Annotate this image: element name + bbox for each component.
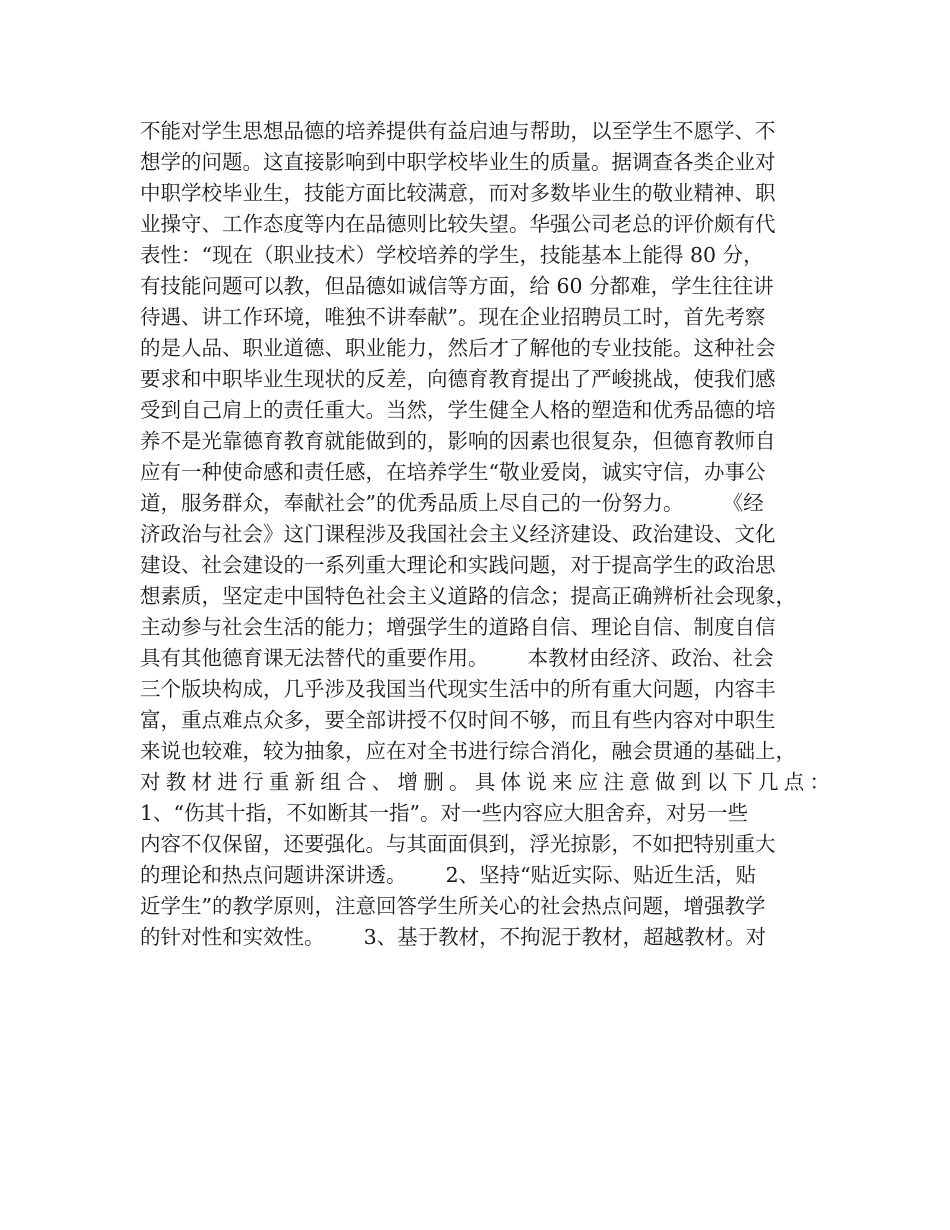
text-line: 业操守、工作态度等内在品德则比较失望。华强公司老总的评价颇有代	[140, 212, 776, 236]
text-line: 有技能问题可以教，但品德如诚信等方面，给 60 分都难，学生往往讲	[140, 274, 774, 298]
text-line: 受到自己肩上的责任重大。当然，学生健全人格的塑造和优秀品德的培	[140, 398, 776, 422]
text-line: 富，重点难点众多，要全部讲授不仅时间不够，而且有些内容对中职生	[140, 708, 776, 732]
text-line: 主动参与社会生活的能力；增强学生的道路自信、理论自信、制度自信	[140, 615, 776, 639]
text-line: 道，服务群众，奉献社会”的优秀品质上尽自己的一份努力。 《经	[140, 491, 764, 515]
text-line: 对教材进行重新组合、增删。具体说来应注意做到以下几点：	[140, 770, 830, 794]
text-line: 内容不仅保留，还要强化。与其面面俱到，浮光掠影，不如把特别重大	[140, 832, 776, 856]
text-line: 的针对性和实效性。 3、基于教材，不拘泥于教材，超越教材。对	[140, 925, 767, 949]
text-line: 建设、社会建设的一系列重大理论和实践问题，对于提高学生的政治思	[140, 553, 776, 577]
text-line: 想素质，坚定走中国特色社会主义道路的信念；提高正确辨析社会现象，	[140, 584, 796, 608]
text-line: 不能对学生思想品德的培养提供有益启迪与帮助，以至学生不愿学、不	[140, 119, 776, 143]
text-line: 具有其他德育课无法替代的重要作用。 本教材由经济、政治、社会	[140, 646, 774, 670]
body-text	[140, 116, 830, 953]
text-line: 要求和中职毕业生现状的反差，向德育教育提出了严峻挑战，使我们感	[140, 367, 776, 391]
text-line: 待遇、讲工作环境，唯独不讲奉献”。现在企业招聘员工时，首先考察	[140, 305, 766, 329]
text-line: 济政治与社会》这门课程涉及我国社会主义经济建设、政治建设、文化	[140, 522, 776, 546]
text-line: 近学生”的教学原则，注意回答学生所关心的社会热点问题，增强教学	[140, 894, 766, 918]
text-line: 的是人品、职业道德、职业能力，然后才了解他的专业技能。这种社会	[140, 336, 776, 360]
text-line: 来说也较难，较为抽象，应在对全书进行综合消化，融会贯通的基础上，	[140, 739, 796, 763]
text-line: 三个版块构成，几乎涉及我国当代现实生活中的所有重大问题，内容丰	[140, 677, 776, 701]
text-line: 1、“伤其十指，不如断其一指”。对一些内容应大胆舍弃，对另一些	[140, 801, 749, 825]
text-line: 中职学校毕业生，技能方面比较满意，而对多数毕业生的敬业精神、职	[140, 181, 776, 205]
text-line: 养不是光靠德育教育就能做到的，影响的因素也很复杂，但德育教师自	[140, 429, 776, 453]
text-line: 表性：“现在（职业技术）学校培养的学生，技能基本上能得 80 分，	[140, 243, 764, 267]
text-line: 应有一种使命感和责任感，在培养学生“敬业爱岗，诚实守信，办事公	[140, 460, 766, 484]
text-line: 的理论和热点问题讲深讲透。 2、坚持“贴近实际、贴近生活，贴	[140, 863, 757, 887]
text-line: 想学的问题。这直接影响到中职学校毕业生的质量。据调查各类企业对	[140, 150, 776, 174]
